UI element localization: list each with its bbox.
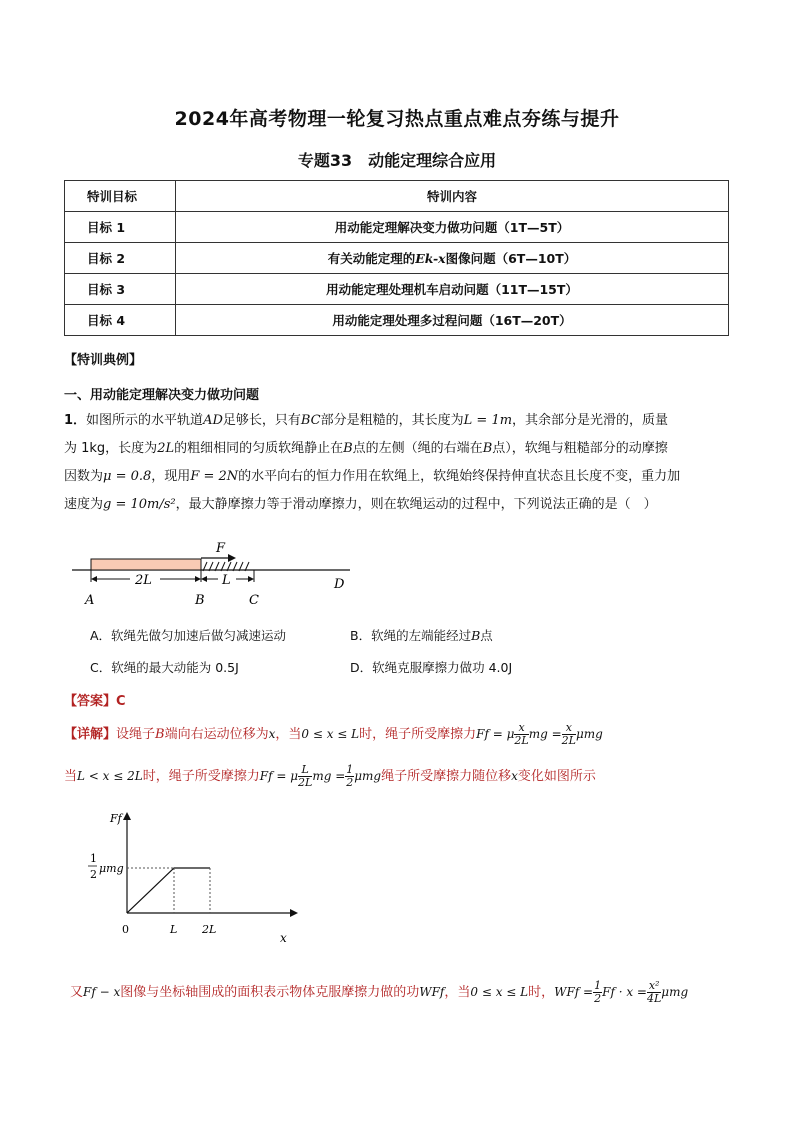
label-2L: 2L	[135, 573, 152, 588]
page-subtitle: 专题33 动能定理综合应用	[297, 151, 497, 170]
table-row	[65, 212, 729, 243]
table-cell-content: 用动能定理处理多过程问题（16T—20T）	[176, 305, 729, 336]
level-label: μmg	[99, 862, 124, 875]
table-cell-content: 用动能定理处理机车启动问题（11T—15T）	[176, 274, 729, 305]
level-den: 2	[90, 868, 97, 881]
label-D: D	[334, 577, 345, 592]
origin-label: 0	[122, 923, 129, 936]
table-cell-content-post: 图像问题（6T—10T）	[445, 251, 577, 266]
option-c: C．软绳的最大动能为 0.5J	[90, 660, 239, 675]
question-text	[64, 407, 734, 519]
question-line: 为 1kg，长度为2L的粗细相同的匀质软绳静止在B点的左侧（绳的右端在B点），软绳与粗糙部分的动摩擦	[64, 441, 668, 456]
question-line: 速度为g = 10m/s²，最大静摩擦力等于滑动摩擦力，则在软绳运动的过程中，下列说法正确的是（ ）	[64, 497, 657, 512]
level-num: 1	[90, 852, 97, 865]
label-A: A	[85, 593, 95, 608]
table-cell-target: 目标 2	[65, 243, 176, 274]
question-line: 1．如图所示的水平轨道AD足够长，只有BC部分是粗糙的，其长度为L = 1m，其余部分是光滑的，质量	[64, 413, 669, 428]
tick-2L: 2L	[202, 923, 217, 936]
table-row	[65, 243, 729, 274]
label-L: L	[222, 573, 231, 588]
friction-graph	[80, 808, 300, 948]
soft-rope	[91, 559, 201, 570]
table-cell-target: 目标 4	[65, 305, 176, 336]
answer-line	[64, 690, 126, 709]
detail-line-1: 【详解】设绳子B端向右运动位移为x，当0 ≤ x ≤ L时，绳子所受摩擦力Ff = μ $\frac{x}{2L}$ mg = $\frac{x}{2L}$ μmg	[64, 721, 603, 747]
tick-L: L	[170, 923, 178, 936]
section-heading: 【特训典例】	[64, 353, 143, 368]
table-cell-content-symbol: Ek-x	[415, 251, 446, 266]
x-axis-label: x	[280, 931, 287, 945]
table-header-row	[65, 181, 729, 212]
question-line: 因数为μ = 0.8，现用F = 2N的水平向右的恒力作用在软绳上，软绳始终保持伸直状态且长度不变，重力加	[64, 469, 681, 484]
table-cell-content-pre: 有关动能定理的	[327, 251, 416, 266]
rope-track-figure	[70, 538, 360, 610]
option-d: D．软绳克服摩擦力做功 4.0J	[350, 660, 513, 675]
page-title: 2024年高考物理一轮复习热点重点难点夯练与提升	[174, 108, 620, 130]
option-a: A．软绳先做匀加速后做匀减速运动	[90, 628, 287, 643]
option-b: B．软绳的左端能经过B点	[350, 628, 493, 643]
force-arrowhead	[228, 554, 236, 562]
table-cell-target: 目标 3	[65, 274, 176, 305]
answer-label: 【答案】	[64, 694, 117, 709]
table-header-target: 特训目标	[65, 181, 176, 212]
answer-value: C	[116, 694, 126, 709]
table-row	[65, 305, 729, 336]
y-axis-label: Ff	[110, 812, 122, 825]
table-cell-content: 用动能定理解决变力做功问题（1T—5T）	[176, 212, 729, 243]
subsection-heading: 一、用动能定理解决变力做功问题	[64, 388, 260, 403]
label-C: C	[249, 593, 259, 608]
table-row	[65, 274, 729, 305]
detail-line-3: 又Ff − x图像与坐标轴围成的面积表示物体克服摩擦力做的功WFf，当0 ≤ x ≤ L时，WFf = $\frac{1}{2}$ Ff · x = $\frac{\text{x²}}{4L}$ μmg	[70, 979, 689, 1005]
targets-table	[64, 180, 729, 336]
label-F: F	[216, 541, 226, 556]
table-cell-content	[176, 243, 729, 274]
detail-line-2: 当L < x ≤ 2L时，绳子所受摩擦力Ff = μ $\frac{L}{2L}$ mg = $\frac{1}{2}$ μmg绳子所受摩擦力随位移x变化如图所示	[64, 763, 596, 789]
table-header-content: 特训内容	[176, 181, 729, 212]
friction-curve	[127, 868, 210, 913]
label-B: B	[195, 593, 205, 608]
table-cell-target: 目标 1	[65, 212, 176, 243]
